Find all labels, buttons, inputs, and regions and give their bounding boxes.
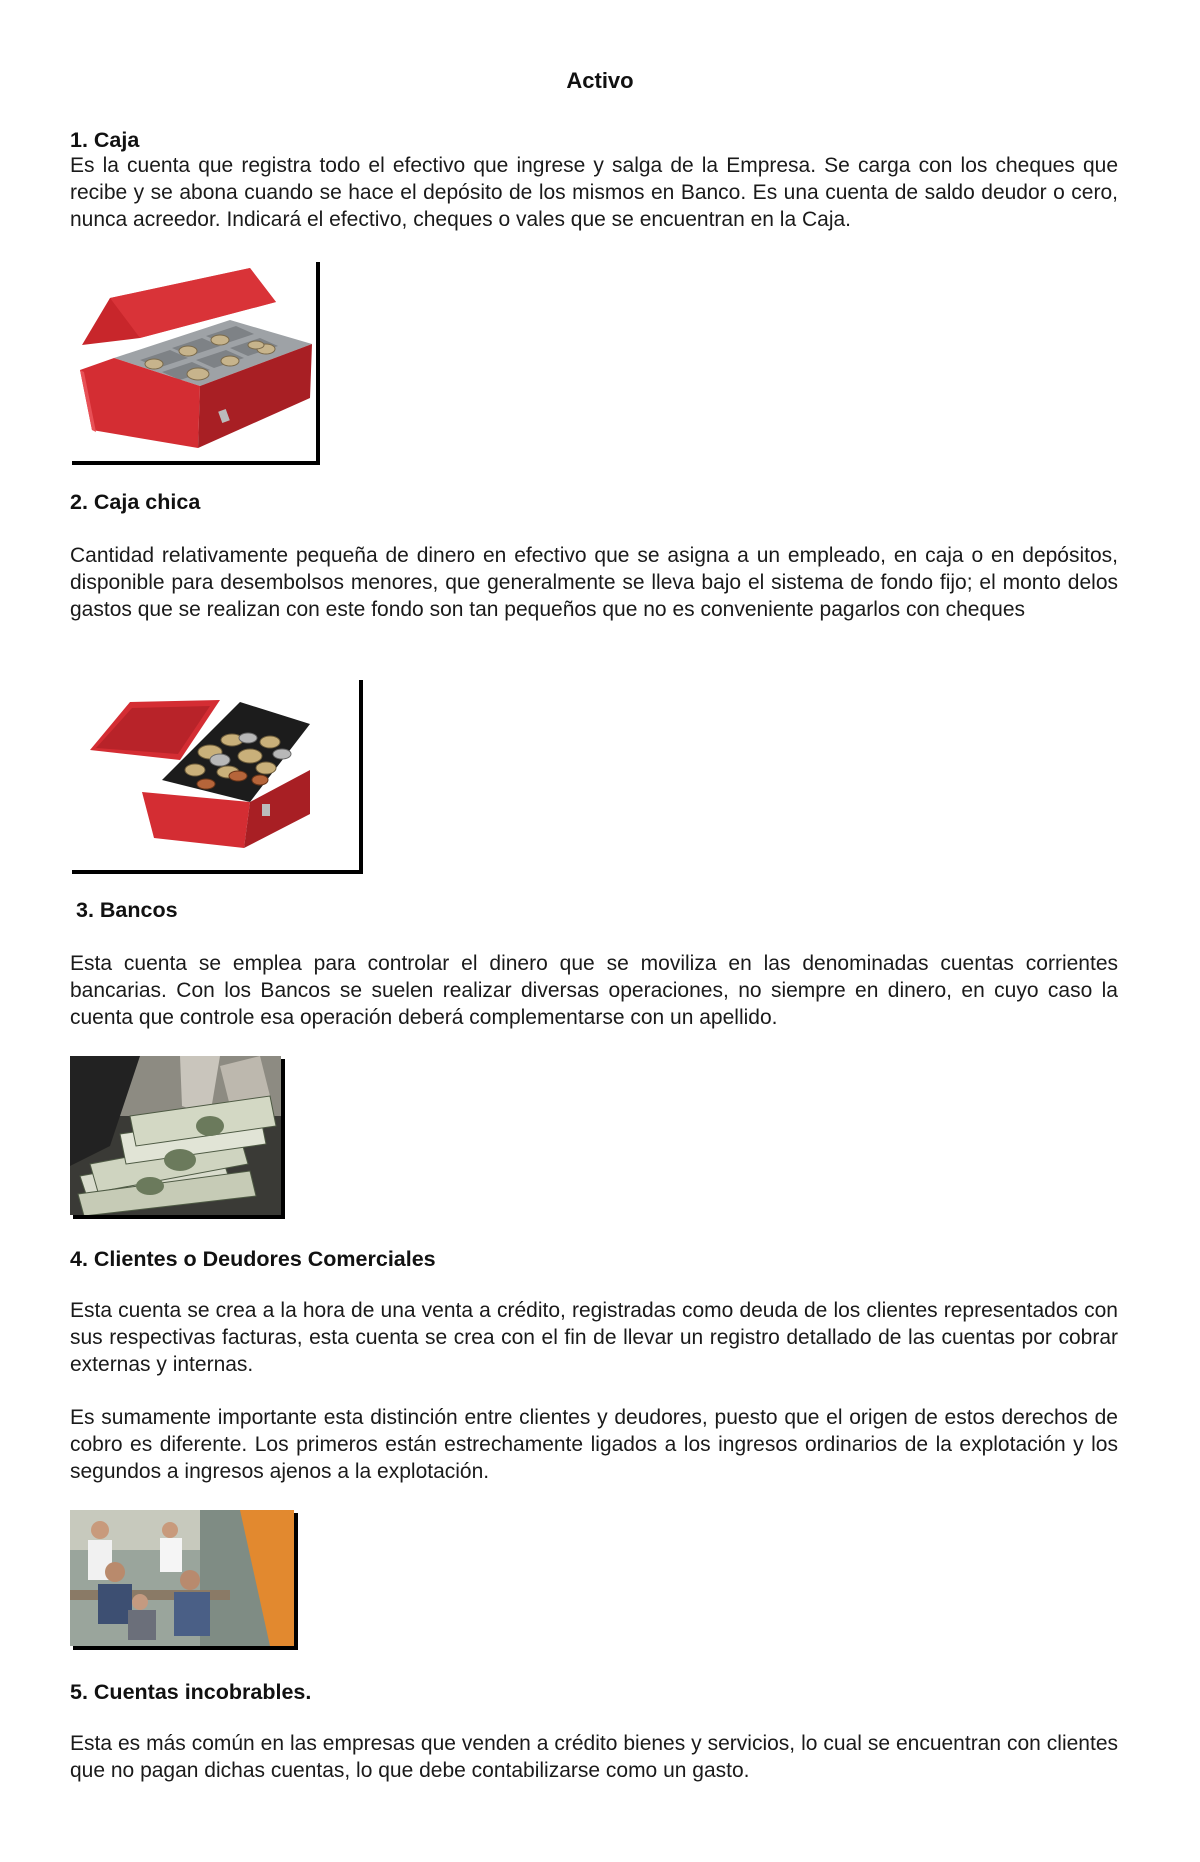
bank-tellers-image — [70, 1510, 298, 1650]
section-paragraph-clientes-1: Esta cuenta se crea a la hora de una venta a crédito, registradas como deuda de los clientes representados con sus respectivas facturas, esta cuenta se crea con el fin de llevar un registro detallado de las cuentas por cobrar externas y internas. — [70, 1299, 1118, 1376]
page-title: Activo — [566, 68, 634, 93]
section-paragraph-caja-chica: Cantidad relativamente pequeña de dinero en efectivo que se asigna a un empleado, en caja o en depósitos, disponible para desembolsos menores, que generalmente se lleva bajo el sistema de fondo fijo; el monto delos gastos que se realizan con este fondo son tan pequeños que no es conveniente pagarlos con cheques — [70, 544, 1118, 621]
section-paragraph-caja: Es la cuenta que registra todo el efectivo que ingrese y salga de la Empresa. Se carga con los cheques que recibe y se abona cuando se hace el depósito de los mismos en Banco. Es una cuenta de saldo deudor o cero, nunca acreedor. Indicará el efectivo, cheques o vales que se encuentran en la Caja. — [70, 154, 1118, 231]
section-heading-clientes: 4. Clientes o Deudores Comerciales — [70, 1247, 436, 1271]
cash-box-image — [70, 260, 320, 465]
section-heading-bancos: 3. Bancos — [76, 898, 178, 922]
section-paragraph-clientes-2: Es sumamente importante esta distinción entre clientes y deudores, puesto que el origen de estos derechos de cobro es diferente. Los primeros están estrechamente ligados a los ingresos ordinarios de la explotación y los segundos a ingresos ajenos a la explotación. — [70, 1406, 1118, 1483]
section-paragraph-bancos: Esta cuenta se emplea para controlar el dinero que se moviliza en las denominadas cuentas corrientes bancarias. Con los Bancos se suelen realizar diversas operaciones, no siempre en dinero, en cuyo caso la cuenta que controle esa operación deberá complementarse con un apellido. — [70, 952, 1118, 1029]
section-heading-caja-chica: 2. Caja chica — [70, 490, 201, 514]
section-paragraph-incobrables: Esta es más común en las empresas que venden a crédito bienes y servicios, lo cual se encuentran con clientes que no pagan dichas cuentas, lo que debe contabilizarse como un gasto. — [70, 1732, 1118, 1782]
petty-cash-box-image — [70, 680, 363, 874]
section-heading-caja: 1. Caja — [70, 128, 140, 152]
dollar-bills-image — [70, 1056, 285, 1219]
section-heading-incobrables: 5. Cuentas incobrables. — [70, 1680, 312, 1704]
